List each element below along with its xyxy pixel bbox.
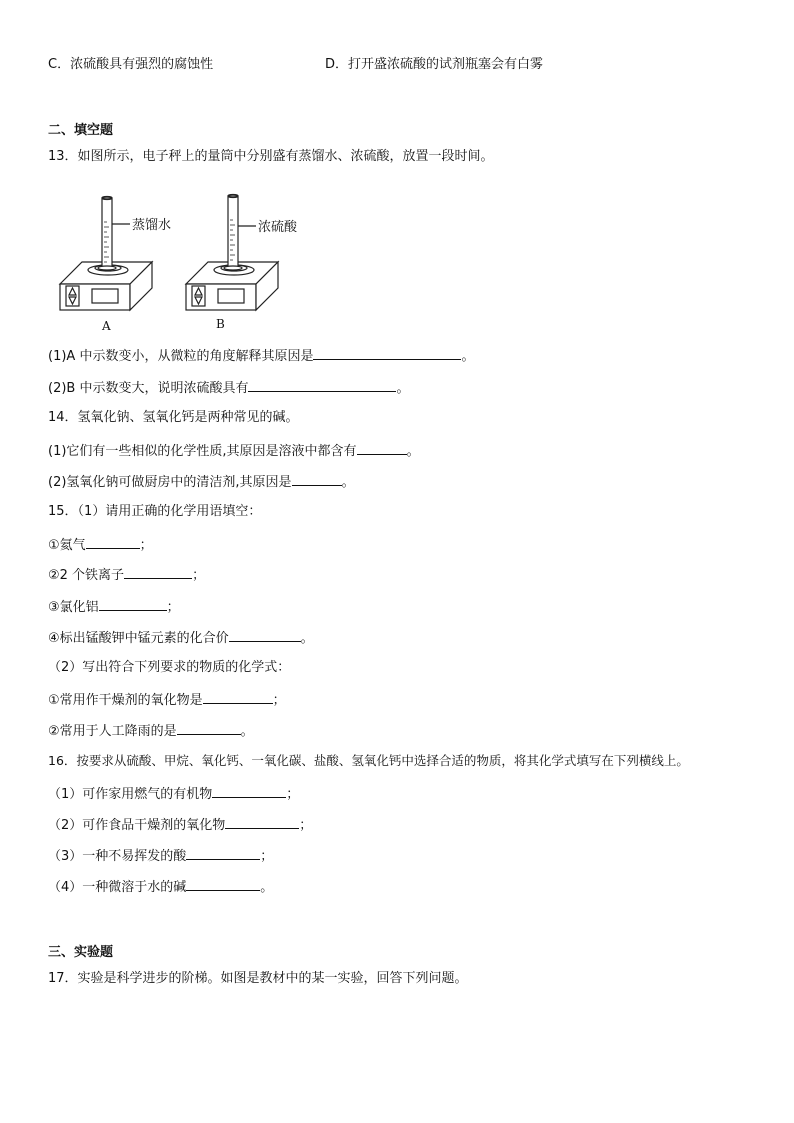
q14-part1-end: 。 — [406, 444, 420, 459]
scale-b — [186, 195, 278, 311]
q13-part2-end: 。 — [396, 381, 410, 396]
q16-part3-text: （3）一种不易挥发的酸 — [48, 849, 187, 864]
q15-item5-end: ； — [272, 693, 286, 708]
q16-stem: 16．按要求从硫酸、甲烷、氧化钙、一氧化碳、盐酸、氢氧化钙中选择合适的物质，将其化学式填写在下列横线上。 — [48, 753, 689, 768]
answer-blank-q14-2[interactable] — [292, 472, 342, 486]
q15-item3-end: ； — [166, 600, 180, 615]
q15-item2 — [48, 565, 205, 585]
q16-part1 — [48, 784, 299, 804]
q13-stem: 13．如图所示，电子秤上的量筒中分别盛有蒸馏水、浓硫酸，放置一段时间。 — [48, 149, 494, 164]
caption-b: B — [216, 317, 225, 331]
q14-part2-end: 。 — [341, 475, 355, 490]
q14-part2-text: (2)氢氧化钠可做厨房中的清洁剂,其原因是 — [48, 475, 292, 490]
q13-part2-text: (2)B 中示数变大，说明浓硫酸具有 — [48, 381, 249, 396]
answer-blank-q16-4[interactable] — [186, 877, 260, 891]
q15-item2-text: ②2 个铁离子 — [48, 568, 125, 583]
q15-item1 — [48, 535, 153, 555]
q13-part2 — [48, 378, 409, 398]
scales-figure — [50, 182, 330, 334]
q16-part1-end: ； — [286, 787, 300, 802]
answer-blank-q16-3[interactable] — [186, 846, 260, 860]
q14-part2 — [48, 472, 355, 492]
answer-blank-q15-4[interactable] — [229, 628, 301, 642]
answer-blank-q15-6[interactable] — [177, 721, 241, 735]
q16-part2 — [48, 815, 312, 835]
answer-blank-q16-2[interactable] — [225, 815, 299, 829]
label-b-liquid: 浓硫酸 — [258, 220, 298, 235]
q14-part1 — [48, 441, 420, 461]
q15-sub2: （2）写出符合下列要求的物质的化学式： — [48, 660, 291, 675]
q15-item5 — [48, 690, 286, 710]
caption-a: A — [102, 319, 111, 333]
scale-a — [60, 197, 152, 311]
q16-part4-text: （4）一种微溶于水的碱 — [48, 880, 187, 895]
answer-blank-q15-1[interactable] — [86, 535, 140, 549]
q16-part2-text: （2）可作食品干燥剂的氧化物 — [48, 818, 226, 833]
q16-part1-text: （1）可作家用燃气的有机物 — [48, 787, 213, 802]
answer-blank-q15-5[interactable] — [203, 690, 273, 704]
q15-stem: 15．（1）请用正确的化学用语填空： — [48, 504, 262, 519]
q16-part2-end: ； — [299, 818, 313, 833]
q16-part3-end: ； — [260, 849, 274, 864]
section-title-fill-in: 二、填空题 — [48, 123, 114, 138]
section-title-experiment: 三、实验题 — [48, 945, 114, 960]
answer-blank-q13-2[interactable] — [248, 378, 396, 392]
q16-part4-end: 。 — [260, 880, 274, 895]
q15-item2-end: ； — [192, 568, 206, 583]
label-a-liquid: 蒸馏水 — [132, 218, 172, 233]
q17-stem: 17．实验是科学进步的阶梯。如图是教材中的某一实验，回答下列问题。 — [48, 971, 468, 986]
q14-stem: 14．氢氧化钠、氢氧化钙是两种常见的碱。 — [48, 410, 299, 425]
answer-blank-q15-2[interactable] — [124, 565, 192, 579]
q13-part1-end: 。 — [461, 349, 475, 364]
q16-part4 — [48, 877, 273, 897]
option-d: D．打开盛浓硫酸的试剂瓶塞会有白雾 — [325, 57, 544, 72]
q13-part1-text: (1)A 中示数变小，从微粒的角度解释其原因是 — [48, 349, 314, 364]
answer-blank-q13-1[interactable] — [313, 346, 461, 360]
q15-item1-text: ①氦气 — [48, 538, 86, 553]
option-c: C．浓硫酸具有强烈的腐蚀性 — [48, 57, 214, 72]
q15-item1-end: ； — [139, 538, 153, 553]
q16-part3 — [48, 846, 273, 866]
q15-item4-text: ④标出锰酸钾中锰元素的化合价 — [48, 631, 229, 646]
q15-item6-end: 。 — [240, 724, 254, 739]
answer-blank-q14-1[interactable] — [357, 441, 407, 455]
q15-item6 — [48, 721, 254, 741]
q15-item3-text: ③氯化铝 — [48, 600, 99, 615]
q15-item4-end: 。 — [300, 631, 314, 646]
q15-item4 — [48, 628, 314, 648]
q15-item5-text: ①常用作干燥剂的氧化物是 — [48, 693, 203, 708]
answer-blank-q15-3[interactable] — [99, 597, 167, 611]
answer-blank-q16-1[interactable] — [212, 784, 286, 798]
q14-part1-text: (1)它们有一些相似的化学性质,其原因是溶液中都含有 — [48, 444, 357, 459]
q13-part1 — [48, 346, 474, 366]
q15-item3 — [48, 597, 180, 617]
q15-item6-text: ②常用于人工降雨的是 — [48, 724, 177, 739]
